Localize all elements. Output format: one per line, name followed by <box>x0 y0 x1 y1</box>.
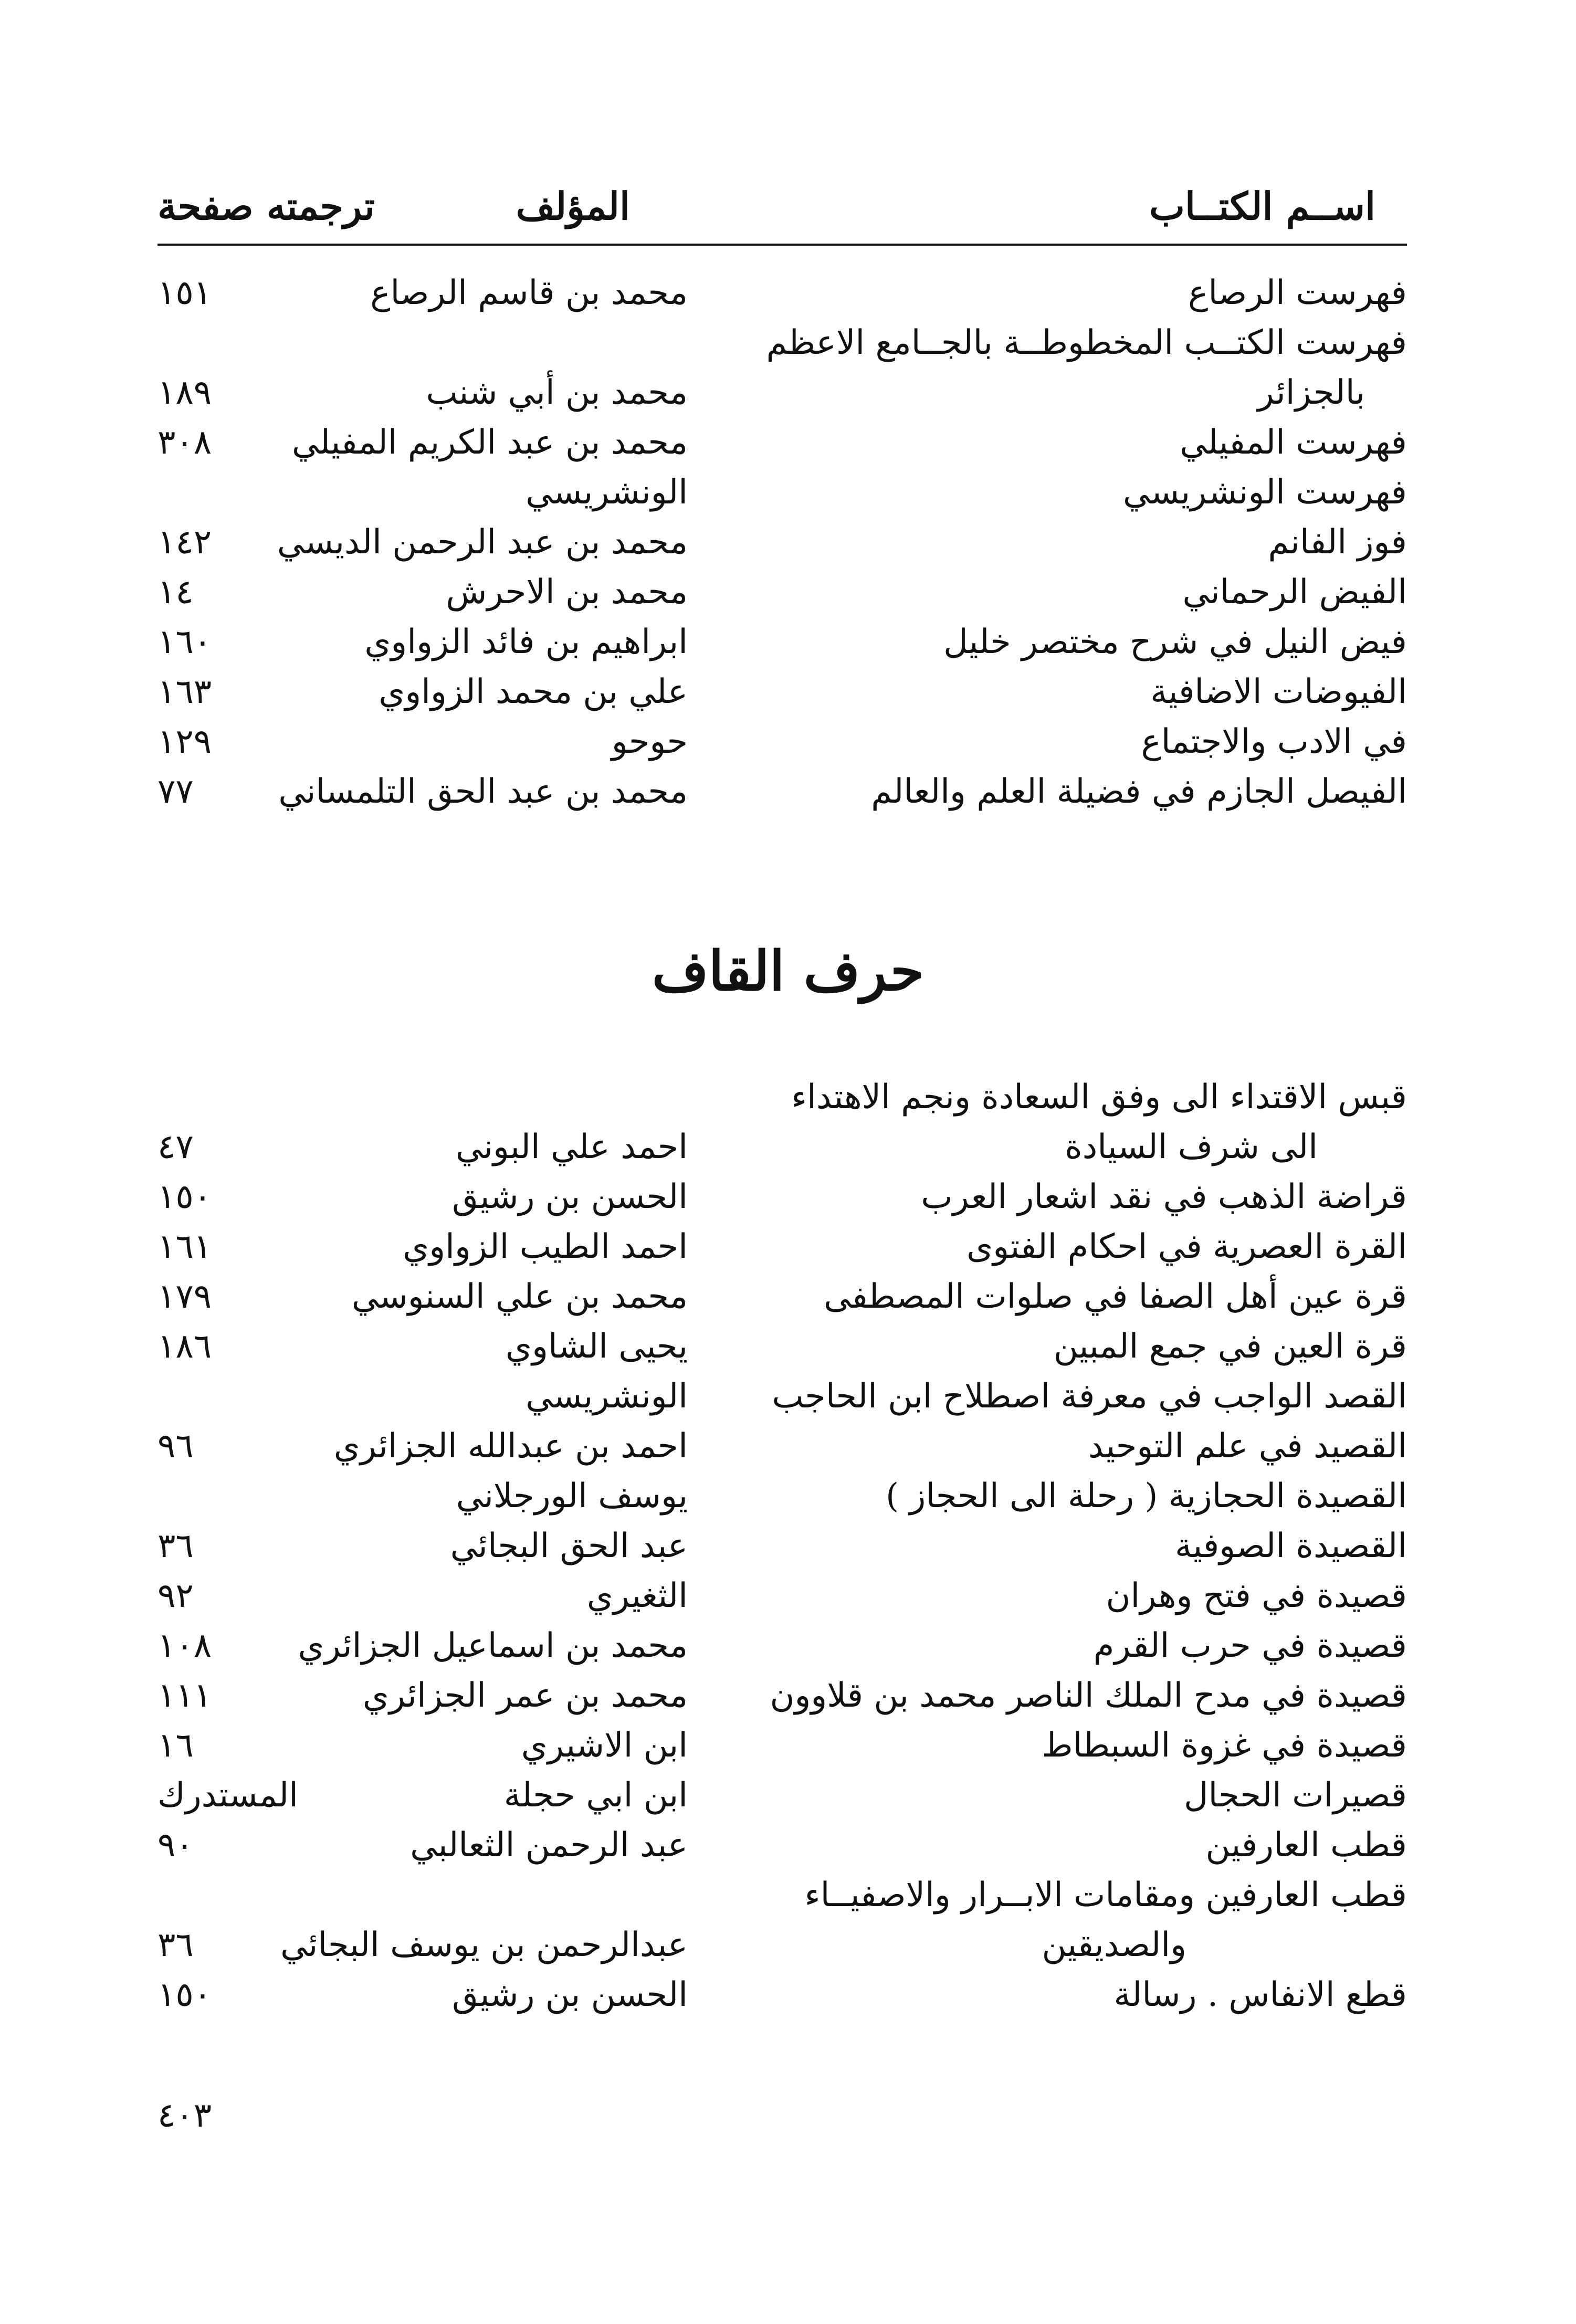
book-author: عبد الرحمن الثعالبي <box>410 1826 688 1865</box>
book-author: الحسن بن رشيق <box>452 1177 688 1216</box>
book-author: محمد بن قاسم الرصاع <box>370 274 688 312</box>
page-number: ١٤٢ <box>157 523 212 562</box>
book-title: الفيض الرحماني <box>1182 573 1407 612</box>
book-title: القرة العصرية في احكام الفتوى <box>966 1227 1407 1266</box>
page-number: ٧٧ <box>157 772 194 811</box>
book-title: قطب العارفين <box>1205 1826 1407 1865</box>
index-row <box>0 566 1576 618</box>
book-title: قصيدة في مدح الملك الناصر محمد بن قلاوون <box>770 1676 1407 1715</box>
page-number: ١٧٩ <box>157 1277 212 1316</box>
book-author: محمد بن اسماعيل الجزائري <box>298 1626 688 1665</box>
book-author: محمد بن عمر الجزائري <box>362 1676 688 1715</box>
page-number: ١٤ <box>157 573 194 612</box>
book-author: الحسن بن رشيق <box>452 1975 688 2014</box>
book-author: محمد بن عبد الكريم المفيلي <box>291 423 688 462</box>
index-row <box>0 1769 1576 1822</box>
index-row <box>0 1520 1576 1572</box>
page-number: ١٥١ <box>157 274 212 312</box>
book-title: القصيد في علم التوحيد <box>1088 1427 1407 1466</box>
table-header <box>157 173 1407 236</box>
index-row <box>0 416 1576 469</box>
page-number: المستدرك <box>157 1776 298 1815</box>
index-row <box>0 1270 1576 1323</box>
index-row <box>0 1669 1576 1722</box>
header-page-column: ترجمته صفحة <box>157 184 375 228</box>
index-row <box>0 765 1576 818</box>
book-title: الفيصل الجازم في فضيلة العلم والعالم <box>871 772 1407 811</box>
index-row <box>0 466 1576 519</box>
index-row <box>0 1620 1576 1672</box>
book-author: ابن ابي حجلة <box>503 1776 688 1815</box>
book-title: فهرست الونشريسي <box>1122 473 1407 512</box>
book-author: الثغيري <box>586 1576 688 1615</box>
book-author: الونشريسي <box>526 1377 688 1416</box>
index-row <box>0 1171 1576 1223</box>
index-row <box>0 366 1576 419</box>
page-number: ١٦١ <box>157 1227 212 1266</box>
book-author: محمد بن عبد الحق التلمساني <box>278 772 688 811</box>
page-number: ١٦٠ <box>157 623 212 661</box>
page-number: ١٥٠ <box>157 1975 212 2014</box>
page-number: ٣٦ <box>157 1926 194 1964</box>
index-row <box>0 1570 1576 1622</box>
book-author: احمد الطيب الزواوي <box>403 1227 688 1266</box>
page-number: ٣٠٨ <box>157 423 212 462</box>
page-number: ١٨٩ <box>157 373 212 412</box>
book-author: احمد علي البوني <box>455 1128 688 1166</box>
page-number: ٩٦ <box>157 1427 194 1466</box>
section-heading: حرف القاف <box>652 939 924 1003</box>
book-author: محمد بن علي السنوسي <box>351 1277 688 1316</box>
header-title-column: اســم الكتــاب <box>1149 184 1375 228</box>
index-row <box>0 267 1576 319</box>
page-number: ١٠٨ <box>157 1626 212 1665</box>
book-author: عبد الحق البجائي <box>450 1527 688 1565</box>
book-title: قصيدة في فتح وهران <box>1106 1576 1407 1615</box>
book-title: قطب العارفين ومقامات الابــرار والاصفيــاء <box>804 1876 1407 1915</box>
book-author: محمد بن أبي شنب <box>426 373 688 412</box>
book-title: قصيرات الحجال <box>1184 1776 1407 1815</box>
index-row <box>0 1470 1576 1522</box>
book-author: يحيى الشاوي <box>506 1327 688 1366</box>
book-title: قرة العين في جمع المبين <box>1053 1327 1407 1366</box>
index-row <box>0 716 1576 768</box>
index-row <box>0 1719 1576 1772</box>
book-title: قرة عين أهل الصفا في صلوات المصطفى <box>824 1277 1407 1316</box>
book-title: فهرست الكتــب المخطوطــة بالجــامع الاعظم <box>766 323 1407 362</box>
book-title: فهرست الرصاع <box>1188 274 1407 312</box>
page-number: ٣٦ <box>157 1527 194 1565</box>
book-author: عبدالرحمن بن يوسف البجائي <box>280 1926 688 1964</box>
book-author: ابن الاشيري <box>521 1726 688 1765</box>
index-row <box>0 1420 1576 1473</box>
page-folio-number: ٤٠٣ <box>157 2096 212 2135</box>
index-row <box>0 1819 1576 1871</box>
book-author: يوسف الورجلاني <box>456 1477 688 1516</box>
book-title: قطع الانفاس . رسالة <box>1113 1975 1407 2014</box>
index-row <box>0 616 1576 668</box>
index-row <box>0 1969 1576 2021</box>
book-title: فيض النيل في شرح مختصر خليل <box>943 623 1407 661</box>
book-title: القصيدة الصوفية <box>1175 1527 1407 1565</box>
book-title: القصد الواجب في معرفة اصطلاح ابن الحاجب <box>772 1377 1407 1416</box>
book-title: القصيدة الحجازية ( رحلة الى الحجاز ) <box>886 1477 1407 1516</box>
index-row <box>0 1869 1576 1921</box>
book-title: في الادب والاجتماع <box>1141 722 1407 761</box>
book-title: فهرست المفيلي <box>1180 423 1407 462</box>
book-author: احمد بن عبدالله الجزائري <box>333 1427 688 1466</box>
index-row <box>0 317 1576 369</box>
book-title: قراضة الذهب في نقد اشعار العرب <box>921 1177 1407 1216</box>
index-row <box>0 1121 1576 1173</box>
book-title: قصيدة في حرب القرم <box>1093 1626 1407 1665</box>
page-number: ١١١ <box>157 1676 212 1715</box>
index-row <box>0 1370 1576 1423</box>
book-title: الى شرف السيادة <box>1065 1128 1318 1166</box>
page-number: ١٦ <box>157 1726 194 1765</box>
book-author: ابراهيم بن فائد الزواوي <box>364 623 688 661</box>
index-row <box>0 1221 1576 1273</box>
page-number: ١٦٣ <box>157 672 212 711</box>
book-author: محمد بن الاحرش <box>446 573 688 612</box>
page-number: ١٨٦ <box>157 1327 212 1366</box>
page-number: ١٢٩ <box>157 722 212 761</box>
index-row <box>0 1320 1576 1373</box>
book-title: الفيوضات الاضافية <box>1150 672 1407 711</box>
book-author: محمد بن عبد الرحمن الديسي <box>277 523 688 562</box>
book-author: الونشريسي <box>526 473 688 512</box>
header-divider <box>157 244 1407 246</box>
index-row <box>0 1071 1576 1123</box>
header-author-column: المؤلف <box>516 184 630 228</box>
index-row <box>0 666 1576 718</box>
page-number: ٤٧ <box>157 1128 194 1166</box>
book-author: حوحو <box>611 722 688 761</box>
page-number: ٩٠ <box>157 1826 194 1865</box>
book-title: قبس الاقتداء الى وفق السعادة ونجم الاهتداء <box>791 1078 1407 1117</box>
index-row <box>0 516 1576 569</box>
book-author: علي بن محمد الزواوي <box>379 672 688 711</box>
book-title: والصديقين <box>1042 1926 1186 1964</box>
book-title: قصيدة في غزوة السبطاط <box>1042 1726 1407 1765</box>
book-title: فوز الفانم <box>1268 523 1407 562</box>
page-number: ٩٢ <box>157 1576 194 1615</box>
book-title: بالجزائر <box>1257 373 1365 412</box>
page-number: ١٥٠ <box>157 1177 212 1216</box>
index-row <box>0 1919 1576 1971</box>
